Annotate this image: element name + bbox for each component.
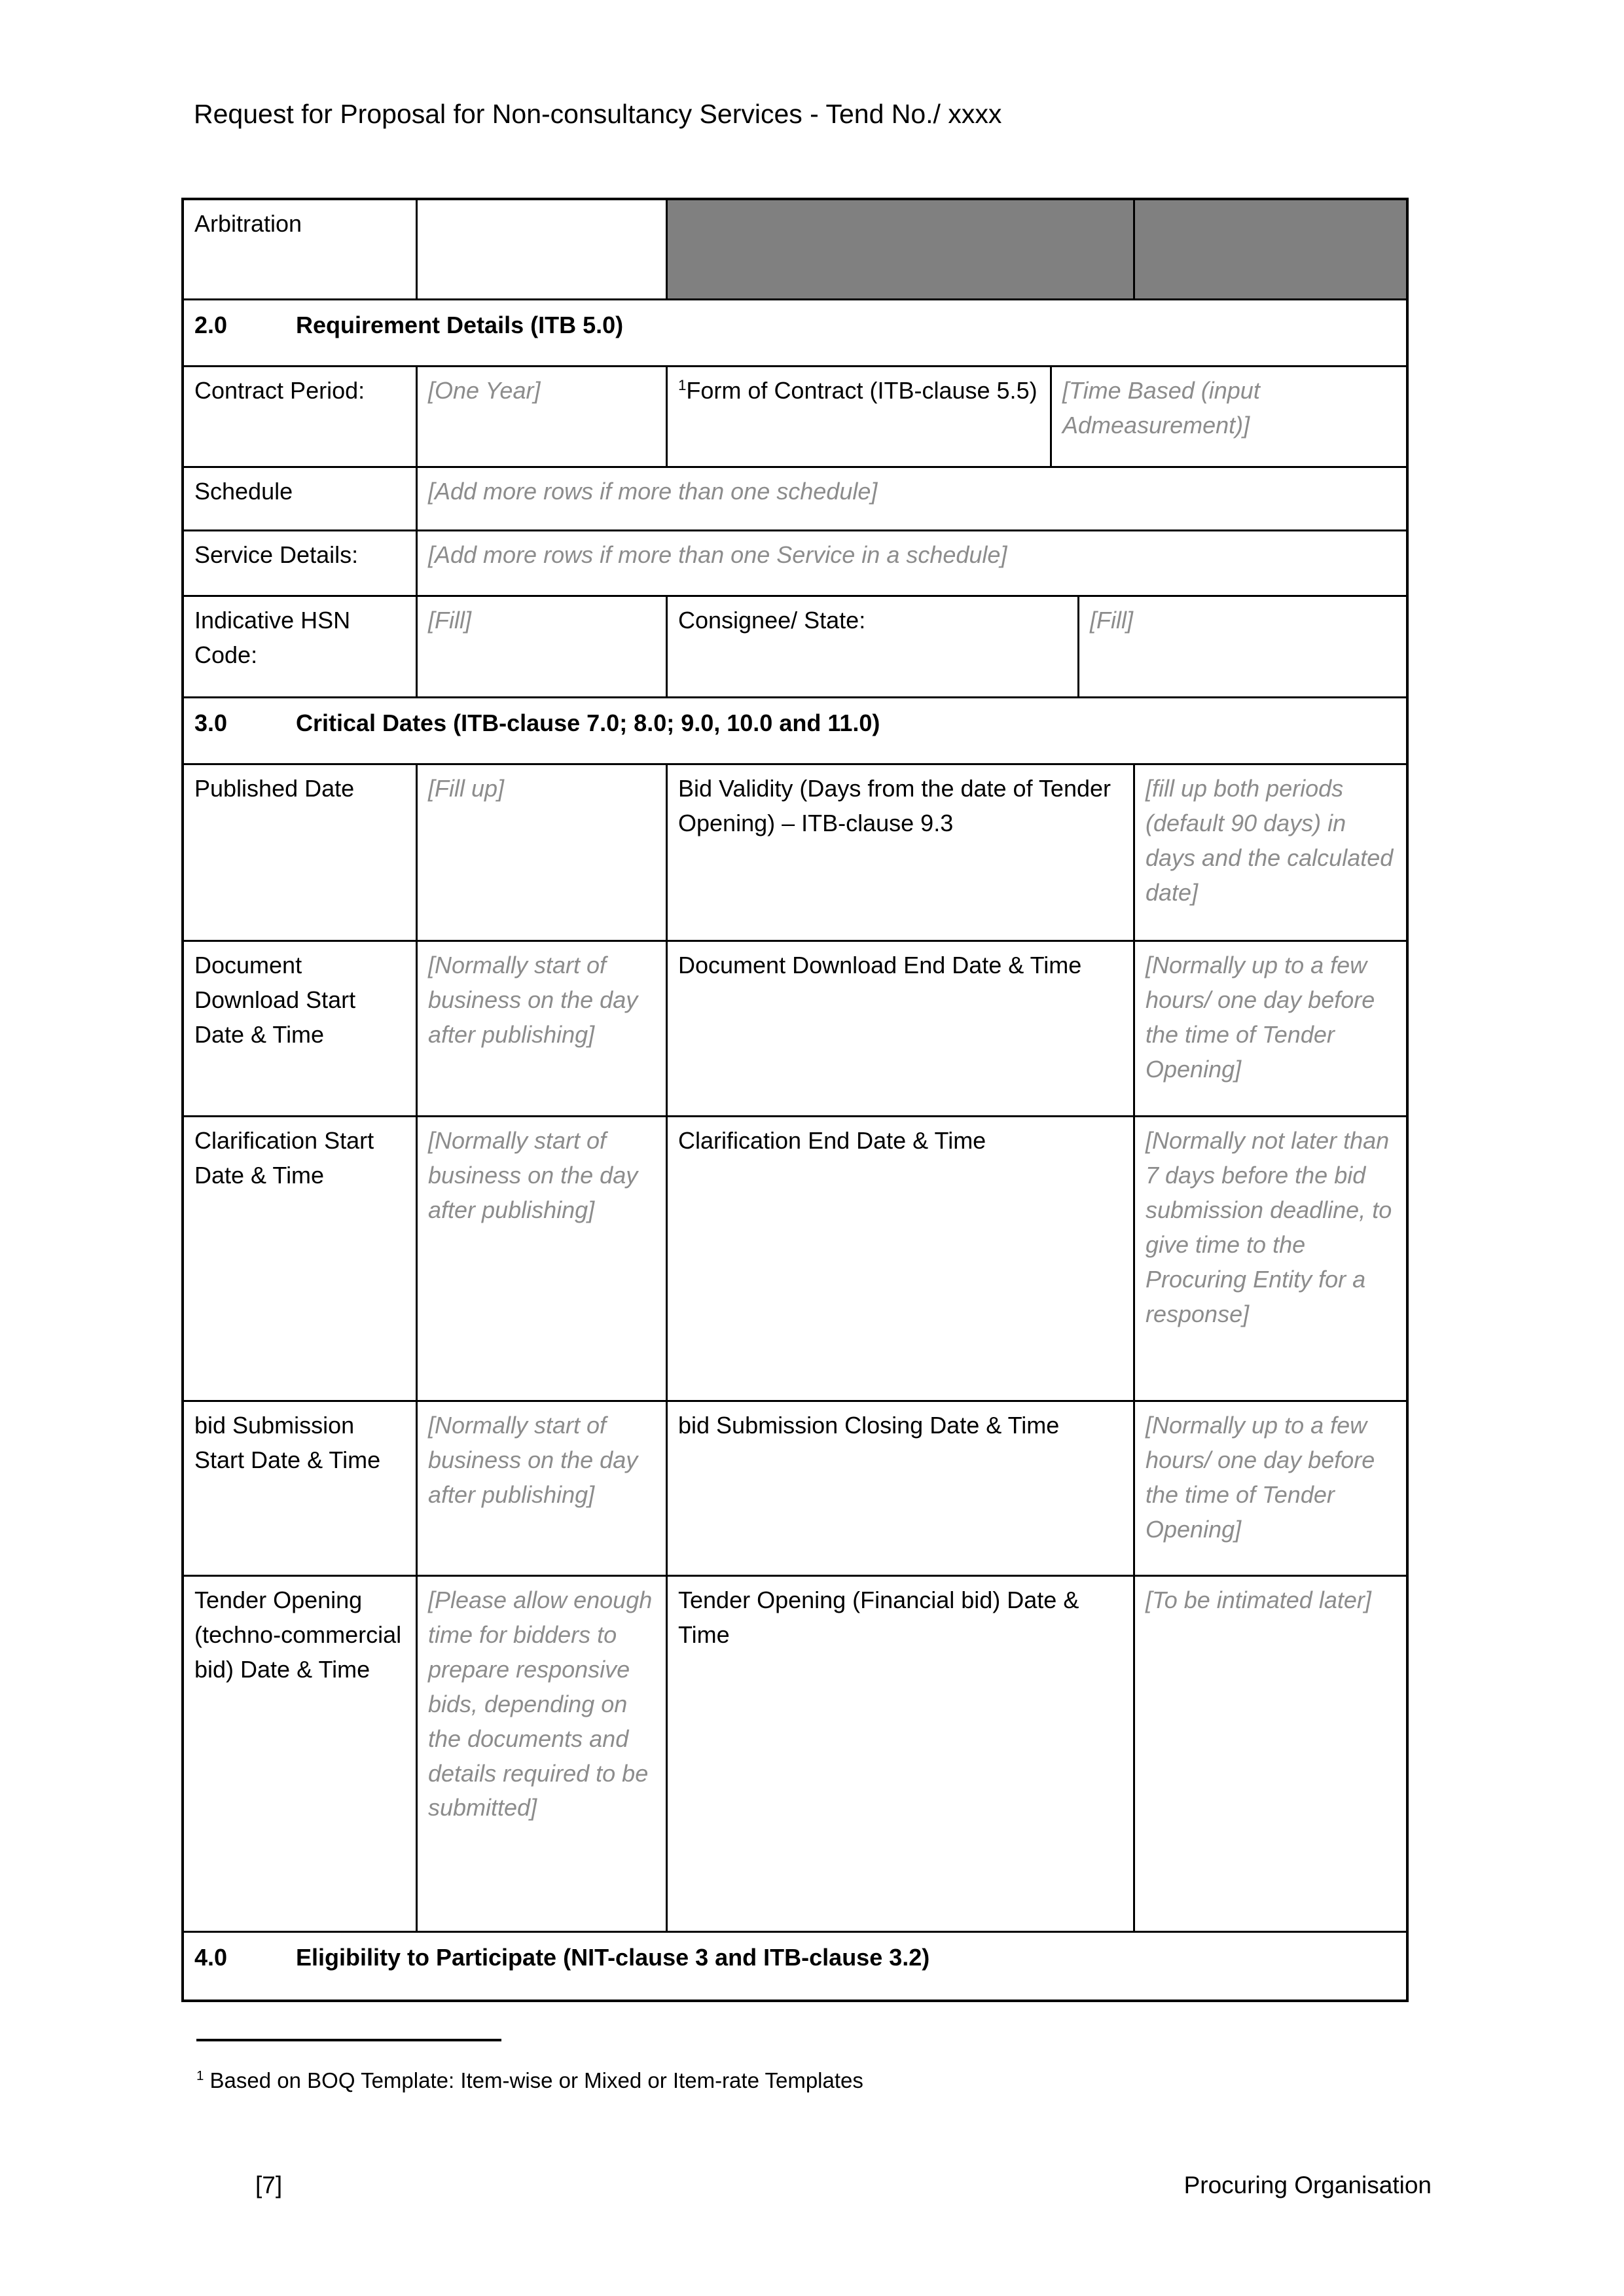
service-details-value: [Add more rows if more than one Service in a schedule] (428, 541, 1007, 568)
critical-row-label: Tender Opening (techno-commercial bid) Date & Time (184, 1577, 418, 1931)
section-3-title: Critical Dates (ITB-clause 7.0; 8.0; 9.0, 10.0 and 11.0) (296, 709, 880, 736)
contract-period-value: [One Year] (418, 367, 668, 466)
published-date-row (184, 765, 1406, 942)
schedule-row (184, 468, 1406, 531)
footnote-separator-line (196, 2039, 501, 2041)
critical-row-note2: [To be intimated later] (1146, 1587, 1371, 1613)
document-download-row (184, 942, 1406, 1117)
schedule-value: [Add more rows if more than one schedule] (428, 478, 878, 505)
arbitration-empty-cell (418, 200, 668, 298)
footnote-text: Based on BOQ Template: Item-wise or Mixed or Item-rate Templates (204, 2068, 863, 2092)
contract-period-row (184, 367, 1406, 468)
footnote-marker: 1 (196, 2068, 204, 2083)
rfp-details-table (181, 198, 1409, 2002)
critical-row-label2: bid Submission Closing Date & Time (668, 1402, 1135, 1575)
arbitration-label-cell: Arbitration (184, 200, 418, 298)
consignee-label: Consignee/ State: (668, 597, 1079, 696)
section-2-number: 2.0 (194, 312, 228, 338)
critical-row-note2: [fill up both periods (default 90 days) in days and the calculated date] (1146, 775, 1394, 906)
critical-row-note: [Normally start of business on the day after publishing] (418, 1117, 668, 1400)
critical-row-label2: Bid Validity (Days from the date of Tender Opening) – ITB-clause 9.3 (668, 765, 1135, 940)
section-3-heading (184, 698, 1406, 763)
critical-row-label: Clarification Start Date & Time (184, 1117, 418, 1400)
arbitration-row (184, 200, 1406, 300)
critical-row-note2: [Normally up to a few hours/ one day before the time of Tender Opening] (1146, 952, 1375, 1083)
critical-row-label2: Clarification End Date & Time (668, 1117, 1135, 1400)
critical-row-label: Document Download Start Date & Time (184, 942, 418, 1115)
footnote-ref-1: 1 (678, 377, 687, 393)
consignee-value: [Fill] (1090, 607, 1133, 634)
page-header-title: Request for Proposal for Non-consultancy Services - Tend No./ xxxx (194, 99, 1002, 129)
arbitration-shaded-cell-1 (668, 200, 1135, 298)
critical-row-note2: [Normally up to a few hours/ one day before the time of Tender Opening] (1146, 1412, 1375, 1543)
footnote (196, 2067, 863, 2095)
clarification-row (184, 1117, 1406, 1402)
section-2-row (184, 300, 1406, 367)
form-of-contract-value: [Time Based (input Admeasurement)] (1062, 377, 1260, 439)
form-of-contract-label: $^1$Form of Contract (ITB-clause 5.5) (668, 367, 1052, 466)
critical-row-label2: Tender Opening (Financial bid) Date & Time (668, 1577, 1135, 1931)
hsn-code-value: [Fill] (418, 597, 668, 696)
section-4-heading (184, 1933, 1406, 2000)
section-2-heading (184, 300, 1406, 365)
section-3-number: 3.0 (194, 709, 228, 736)
hsn-code-label: Indicative HSN Code: (184, 597, 418, 696)
critical-row-note2: [Normally not later than 7 days before the bid submission deadline, to give time to the Procuring Entity for a response] (1146, 1127, 1392, 1327)
contract-period-label: Contract Period: (184, 367, 418, 466)
critical-row-note: [Normally start of business on the day after publishing] (418, 1402, 668, 1575)
tender-opening-row (184, 1577, 1406, 1933)
service-details-label: Service Details: (184, 531, 418, 595)
critical-row-note: [Please allow enough time for bidders to prepare responsive bids, depending on the documents and details required to be submitted] (418, 1577, 668, 1931)
schedule-label: Schedule (184, 468, 418, 529)
critical-row-label: Published Date (184, 765, 418, 940)
footer-organisation: Procuring Organisation (1183, 2172, 1432, 2198)
section-4-number: 4.0 (194, 1944, 228, 1971)
section-2-title: Requirement Details (ITB 5.0) (296, 312, 624, 338)
critical-row-note: [Normally start of business on the day after publishing] (418, 942, 668, 1115)
critical-row-note: [Fill up] (418, 765, 668, 940)
bid-submission-row (184, 1402, 1406, 1577)
service-details-row (184, 531, 1406, 597)
arbitration-shaded-cell-2 (1135, 200, 1406, 298)
section-4-row (184, 1933, 1406, 2000)
critical-row-label2: Document Download End Date & Time (668, 942, 1135, 1115)
section-4-title: Eligibility to Participate (NIT-clause 3 and ITB-clause 3.2) (296, 1944, 930, 1971)
footer-page-number: [7] (255, 2172, 283, 2198)
section-3-row (184, 698, 1406, 765)
critical-row-label: bid Submission Start Date & Time (184, 1402, 418, 1575)
hsn-code-row (184, 597, 1406, 698)
